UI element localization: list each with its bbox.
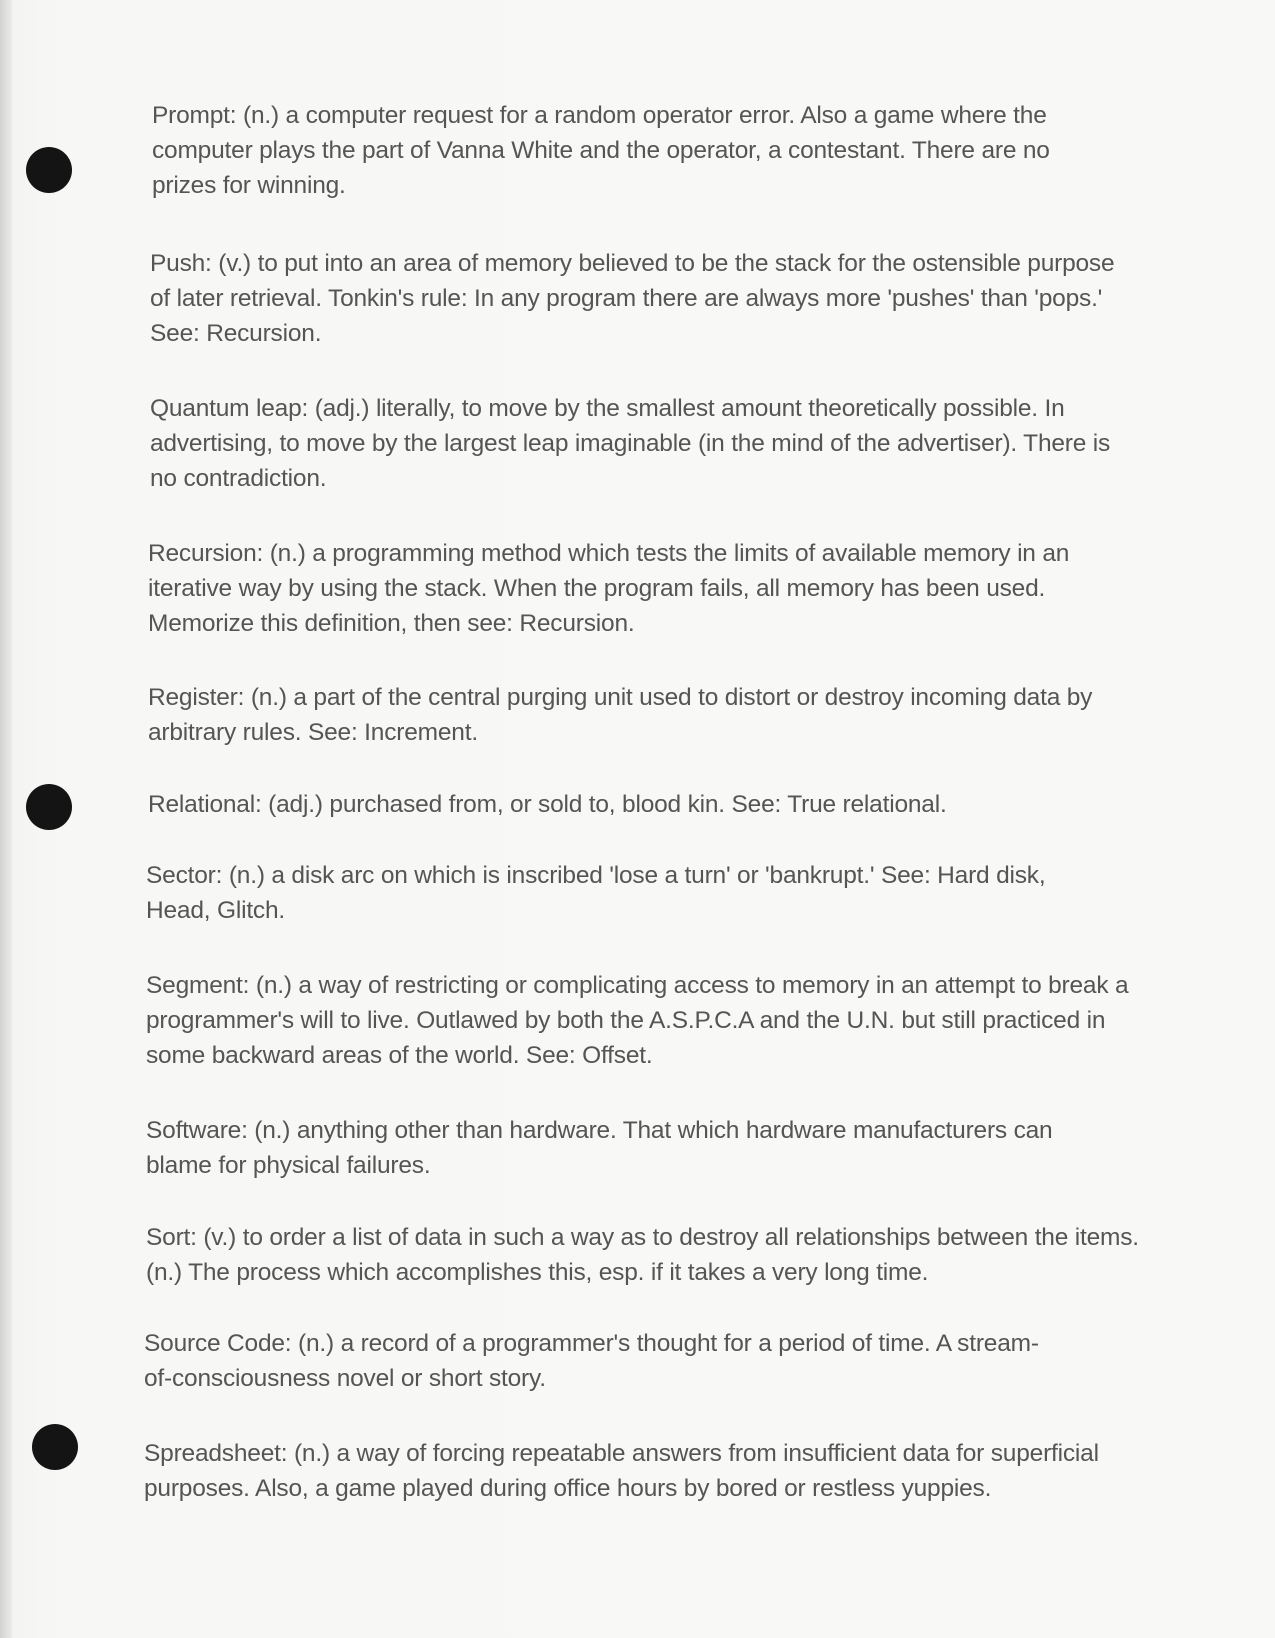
glossary-entry-software: Software: (n.) anything other than hardware. That which hardware manufacturers can blame for physical failures. bbox=[146, 1117, 1053, 1179]
glossary-entry-sector: Sector: (n.) a disk arc on which is inscribed 'lose a turn' or 'bankrupt.' See: Hard disk, Head, Glitch. bbox=[146, 862, 1046, 924]
glossary-entry-push: Push: (v.) to put into an area of memory believed to be the stack for the ostensible purpose of later retrieval. Tonkin's rule: In any program there are always more 'pushes' than 'pops.' See: Recursion. bbox=[150, 250, 1115, 347]
glossary-entry-sort: Sort: (v.) to order a list of data in such a way as to destroy all relationships between the items. (n.) The process which accomplishes this, esp. if it takes a very long time. bbox=[146, 1224, 1139, 1286]
glossary-entry-quantum-leap: Quantum leap: (adj.) literally, to move by the smallest amount theoretically possible. In advertising, to move by the largest leap imaginable (in the mind of the advertiser). There is no contradiction. bbox=[150, 395, 1111, 492]
glossary-entry-spreadsheet: Spreadsheet: (n.) a way of forcing repeatable answers from insufficient data for superficial purposes. Also, a game played during office hours by bored or restless yuppies. bbox=[144, 1440, 1099, 1502]
glossary-entry-relational: Relational: (adj.) purchased from, or sold to, blood kin. See: True relational. bbox=[148, 791, 947, 818]
glossary-entry-segment: Segment: (n.) a way of restricting or complicating access to memory in an attempt to break a programmer's will to live. Outlawed by both the A.S.P.C.A and the U.N. but still practiced in some backward areas of the world. See: Offset. bbox=[146, 972, 1129, 1069]
glossary-entry-register: Register: (n.) a part of the central purging unit used to distort or destroy incoming data by arbitrary rules. See: Increment. bbox=[148, 684, 1093, 746]
glossary-entry-recursion: Recursion: (n.) a programming method which tests the limits of available memory in an iterative way by using the stack. When the program fails, all memory has been used. Memorize this definition, then see: Recursion. bbox=[148, 540, 1070, 637]
glossary-entry-prompt: Prompt: (n.) a computer request for a random operator error. Also a game where the computer plays the part of Vanna White and the operator, a contestant. There are no prizes for winning. bbox=[152, 102, 1050, 199]
glossary-entry-source-code: Source Code: (n.) a record of a programmer's thought for a period of time. A stream-of-consciousness novel or short story. bbox=[144, 1330, 1039, 1392]
